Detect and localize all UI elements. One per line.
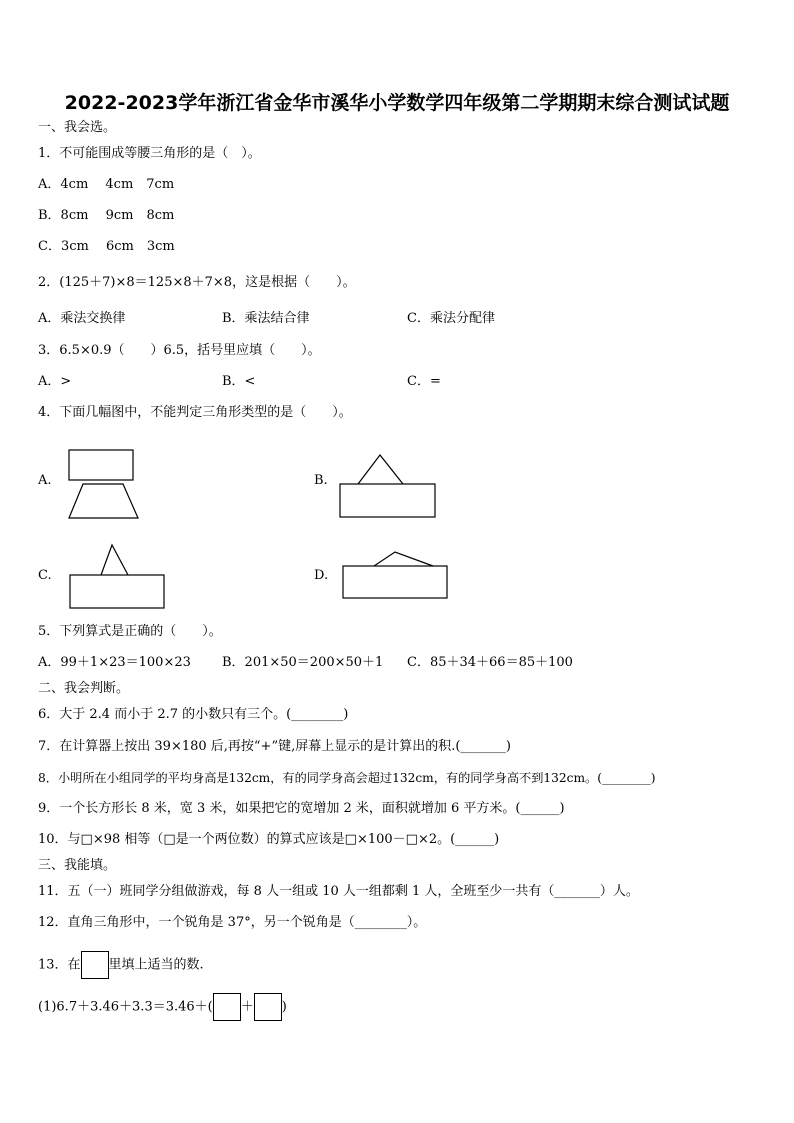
question-4-option-d-label: D. bbox=[314, 568, 329, 583]
part-1-close-paren: ) bbox=[281, 999, 287, 1015]
section-heading-1: 一、我会选。 bbox=[38, 120, 117, 135]
question-2-stem: 2．(125＋7)×8＝125×8＋7×8，这是根据（ ）。 bbox=[38, 275, 356, 290]
question-7: 7．在计算器上按出 39×180 后,再按“+”键,屏幕上显示的是计算出的积.(_______) bbox=[38, 739, 512, 754]
question-13-text-before: 13．在 bbox=[38, 957, 81, 973]
question-4-stem: 4．下面几幅图中，不能判定三角形类型的是（ ）。 bbox=[38, 405, 352, 420]
part-1-equation: (1)6.7＋3.46＋3.3＝3.46＋( bbox=[38, 999, 213, 1015]
question-4-option-c-label: C. bbox=[38, 568, 52, 583]
question-5-option-a: A．99＋1×23＝100×23 bbox=[38, 655, 191, 670]
question-2-option-b: B．乘法结合律 bbox=[222, 311, 310, 326]
answer-box-1[interactable] bbox=[213, 993, 241, 1021]
question-1-option-b: B．8cm 9cm 8cm bbox=[38, 208, 175, 223]
question-4-option-a-label: A. bbox=[38, 473, 52, 488]
question-3-option-c: C．= bbox=[407, 374, 441, 389]
question-2-option-a: A．乘法交换律 bbox=[38, 311, 126, 326]
question-13 bbox=[38, 951, 204, 979]
question-5-stem: 5．下列算式是正确的（ ）。 bbox=[38, 624, 222, 639]
question-13-part-1 bbox=[38, 993, 287, 1021]
question-6: 6．大于 2.4 而小于 2.7 的小数只有三个。(________) bbox=[38, 707, 349, 722]
question-3-option-b: B．< bbox=[222, 374, 256, 389]
question-3-option-a: A．> bbox=[38, 374, 72, 389]
figure-c-tall-triangle-on-rectangle bbox=[65, 542, 170, 614]
figure-a-rectangle-over-trapezoid bbox=[60, 448, 150, 523]
section-heading-3: 三、我能填。 bbox=[38, 858, 117, 873]
question-1-option-a: A．4cm 4cm 7cm bbox=[38, 177, 175, 192]
question-9: 9．一个长方形长 8 米，宽 3 米，如果把它的宽增加 2 米，面积就增加 6 平方米。(______) bbox=[38, 801, 565, 816]
answer-box-2[interactable] bbox=[254, 993, 282, 1021]
question-5-option-b: B．201×50＝200×50＋1 bbox=[222, 655, 384, 670]
part-1-plus-sign: ＋ bbox=[240, 999, 254, 1015]
question-2-option-c: C．乘法分配律 bbox=[407, 311, 495, 326]
question-1-stem: 1．不可能围成等腰三角形的是（ ）。 bbox=[38, 146, 261, 161]
figure-b-triangle-peak-on-rectangle bbox=[335, 452, 440, 522]
question-4-option-b-label: B. bbox=[314, 473, 328, 488]
question-13-text-after: 里填上适当的数. bbox=[108, 957, 204, 973]
page-title: 2022-2023学年浙江省金华市溪华小学数学四年级第二学期期末综合测试试题 bbox=[64, 92, 730, 114]
question-11: 11．五（一）班同学分组做游戏，每 8 人一组或 10 人一组都剩 1 人，全班至少一共有（_______）人。 bbox=[38, 884, 639, 899]
answer-box-sample bbox=[81, 951, 109, 979]
question-3-stem: 3．6.5×0.9（ ）6.5，括号里应填（ ）。 bbox=[38, 343, 321, 358]
question-12: 12．直角三角形中，一个锐角是 37°，另一个锐角是（________）。 bbox=[38, 915, 427, 930]
section-heading-2: 二、我会判断。 bbox=[38, 681, 130, 696]
question-8: 8．小明所在小组同学的平均身高是132cm，有的同学身高会超过132cm，有的同学身高不到132cm。(________) bbox=[38, 771, 656, 785]
figure-d-flat-triangle-on-rectangle bbox=[338, 548, 453, 608]
question-5-option-c: C．85＋34＋66＝85＋100 bbox=[407, 655, 573, 670]
question-1-option-c: C．3cm 6cm 3cm bbox=[38, 239, 175, 254]
question-10: 10．与□×98 相等（□是一个两位数）的算式应该是□×100－□×2。(______) bbox=[38, 832, 500, 847]
